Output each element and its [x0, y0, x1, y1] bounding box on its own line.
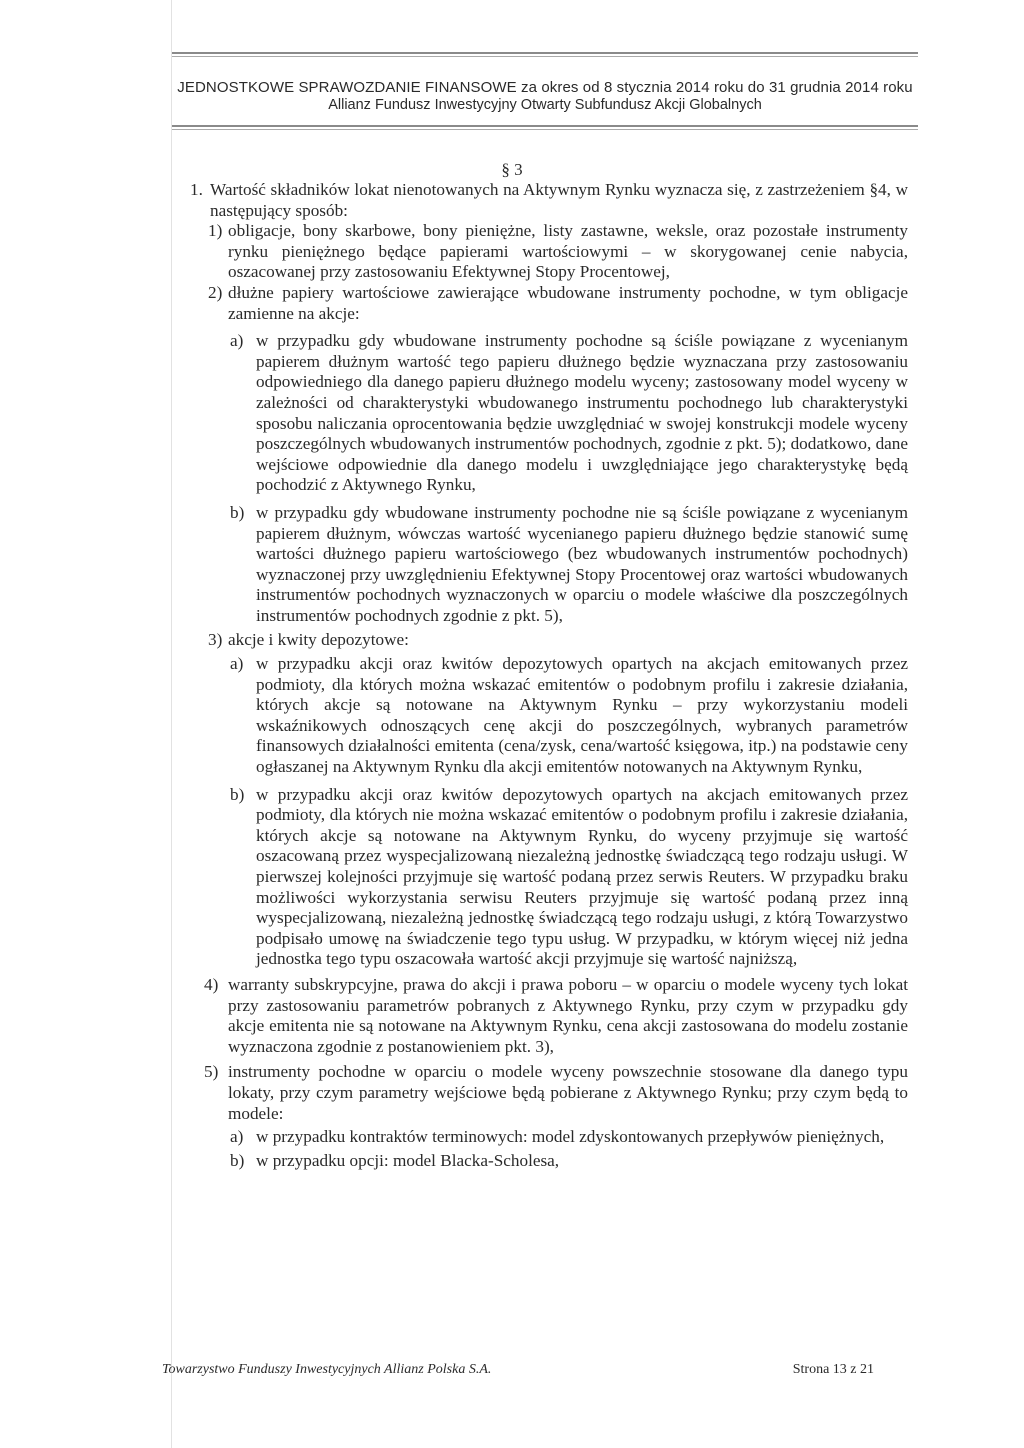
sub-item-2a — [190, 331, 908, 496]
list-item-label: 1) — [208, 221, 223, 241]
sub-item-text: w przypadku kontraktów terminowych: model zdyskontowanych przepływów pieniężnych, — [256, 1127, 885, 1147]
list-item-2 — [190, 283, 908, 324]
sub-item-text: w przypadku akcji oraz kwitów depozytowych opartych na akcjach emitowanych przez podmioty, dla których nie można wskazać emitentów o podobnym profilu i zakresie działania, których akcje są notowane na Aktywnym Rynku, do wyceny przyjmuje się wartość oszacowaną przez wyspecjalizowaną niezależną jednostkę świadczącą tego rodzaju usługi. W pierwszej kolejności przyjmuje się wartość podaną przez serwis Reuters. W przypadku braku możliwości wykorzystania serwisu Reuters przyjmuje się wartość podaną przez inną wyspecjalizowaną, niezależną jednostkę świadczącą tego rodzaju usługi, z którą Towarzystwo podpisało umowę na świadczenie tego typu usług. W przypadku, w którym więcej niż jedna jednostka tego typu oszacowała wartość akcji przyjmuje się wartość najniższą, — [256, 784, 908, 969]
header-bottom-rule-thin — [172, 129, 918, 130]
list-item-text: akcje i kwity depozytowe: — [228, 630, 409, 650]
paragraph-number: 1. — [190, 180, 203, 199]
list-item-3 — [190, 630, 908, 651]
list-item-1 — [190, 221, 908, 283]
page-header — [172, 52, 918, 130]
list-item-label: 3) — [208, 630, 223, 650]
list-item-label: 2) — [208, 282, 223, 302]
list-item-5 — [190, 1062, 908, 1124]
document-body — [190, 180, 908, 1171]
sub-item-5b — [190, 1151, 908, 1172]
list-item-text: instrumenty pochodne w oparciu o modele wyceny powszechnie stosowane dla danego typu lokaty, przy czym parametry wejściowe będą pobierane z Aktywnego Rynku; przy czym będą to modele: — [228, 1062, 908, 1123]
header-top-rule-thin — [172, 56, 918, 57]
list-item-text: warranty subskrypcyjne, prawa do akcji i prawa poboru – w oparciu o modele wyceny tych lokat przy zastosowaniu parametrów pobranych z Aktywnego Rynku, przy czym w przypadku gdy akcje emitenta nie są notowane na Aktywnym Rynku, cena akcji zastosowana do modelu zostanie wyznaczona zgodnie z postanowieniem pkt. 3), — [228, 974, 908, 1056]
list-item-label: 5) — [204, 1062, 219, 1082]
sub-item-label: b) — [230, 1150, 245, 1170]
sub-item-label: b) — [230, 502, 245, 522]
sub-item-label: a) — [230, 331, 244, 351]
list-item-text: obligacje, bony skarbowe, bony pieniężne, listy zastawne, weksle, oraz pozostałe instrumenty rynku pieniężnego będące papierami wartościowymi – w skorygowanej cenie nabycia, oszacowanej przy zastosowaniu Efektywnej Stopy Procentowej, — [228, 221, 908, 282]
sub-item-label: a) — [230, 654, 244, 674]
header-bottom-rule — [172, 125, 918, 127]
header-subtitle: Allianz Fundusz Inwestycyjny Otwarty Subfundusz Akcji Globalnych — [328, 97, 762, 113]
sub-item-text: w przypadku opcji: model Blacka-Scholesa, — [256, 1150, 560, 1170]
page-number: Strona 13 z 21 — [792, 1362, 874, 1377]
header-top-rule — [172, 52, 918, 54]
section-heading: § 3 — [501, 160, 523, 179]
sub-item-label: b) — [230, 784, 245, 804]
list-item-label: 4) — [204, 974, 219, 994]
sub-item-label: a) — [230, 1127, 244, 1147]
scan-margin-line — [171, 0, 172, 1448]
list-item-text: dłużne papiery wartościowe zawierające wbudowane instrumenty pochodne, w tym obligacje zamienne na akcje: — [228, 282, 908, 323]
paragraph-1 — [190, 180, 908, 221]
sub-item-2b — [190, 503, 908, 627]
paragraph-text: Wartość składników lokat nienotowanych na Aktywnym Rynku wyznacza się, z zastrzeżeniem §4, w następujący sposób: — [210, 180, 908, 220]
sub-item-text: w przypadku gdy wbudowane instrumenty pochodne nie są ściśle powiązane z wycenianym papierem dłużnym, wówczas wartość wycenianego papieru dłużnego będzie stanowić sumę wartości dłużnego papieru wartościowego (bez wbudowanych instrumentów pochodnych) wyznaczonej przy uwzględnieniu Efektywnej Stopy Procentowej oraz wartości wbudowanych instrumentów pochodnych wyznaczonych w oparciu o modele właściwe dla poszczególnych instrumentów pochodnych zgodnie z pkt. 5), — [256, 502, 908, 625]
sub-item-5a — [190, 1127, 908, 1148]
sub-item-3b — [190, 785, 908, 970]
header-title: JEDNOSTKOWE SPRAWOZDANIE FINANSOWE za okres od 8 stycznia 2014 roku do 31 grudnia 2014 roku — [177, 79, 913, 96]
sub-item-text: w przypadku akcji oraz kwitów depozytowych opartych na akcjach emitowanych przez podmioty, dla których można wskazać emitentów o podobnym profilu i zakresie działania, których akcje są notowane na Aktywnym Rynku – przy wykorzystaniu modeli wskaźnikowych odnoszących cenę akcji do poszczególnych, wybranych parametrów finansowych działalności emitenta (cena/zysk, cena/wartość księgowa, itp.) na podstawie ceny ogłaszanej na Aktywnym Rynku dla akcji emitentów notowanych na Aktywnym Rynku, — [256, 654, 908, 777]
footer-company: Towarzystwo Funduszy Inwestycyjnych Allianz Polska S.A. — [162, 1362, 492, 1377]
sub-item-3a — [190, 654, 908, 778]
sub-item-text: w przypadku gdy wbudowane instrumenty pochodne są ściśle powiązane z wycenianym papierem dłużnym wartość tego papieru dłużnego będzie wyznaczana przy zastosowaniu odpowiedniego dla danego papieru dłużnego modelu wyceny; zastosowany model wyceny w zależności od charakterystyki wbudowanego instrumentu pochodnego lub charakterystyki sposobu naliczania oprocentowania będzie uwzględniać w swojej konstrukcji modele wyceny poszczególnych wbudowanych instrumentów pochodnych, zgodnie z pkt. 5); dodatkowo, dane wejściowe odpowiednie dla danego modelu i uwzględniające jego charakterystykę będą pochodzić z Aktywnego Rynku, — [256, 331, 909, 495]
list-item-4 — [190, 975, 908, 1057]
page-footer — [162, 1362, 874, 1378]
